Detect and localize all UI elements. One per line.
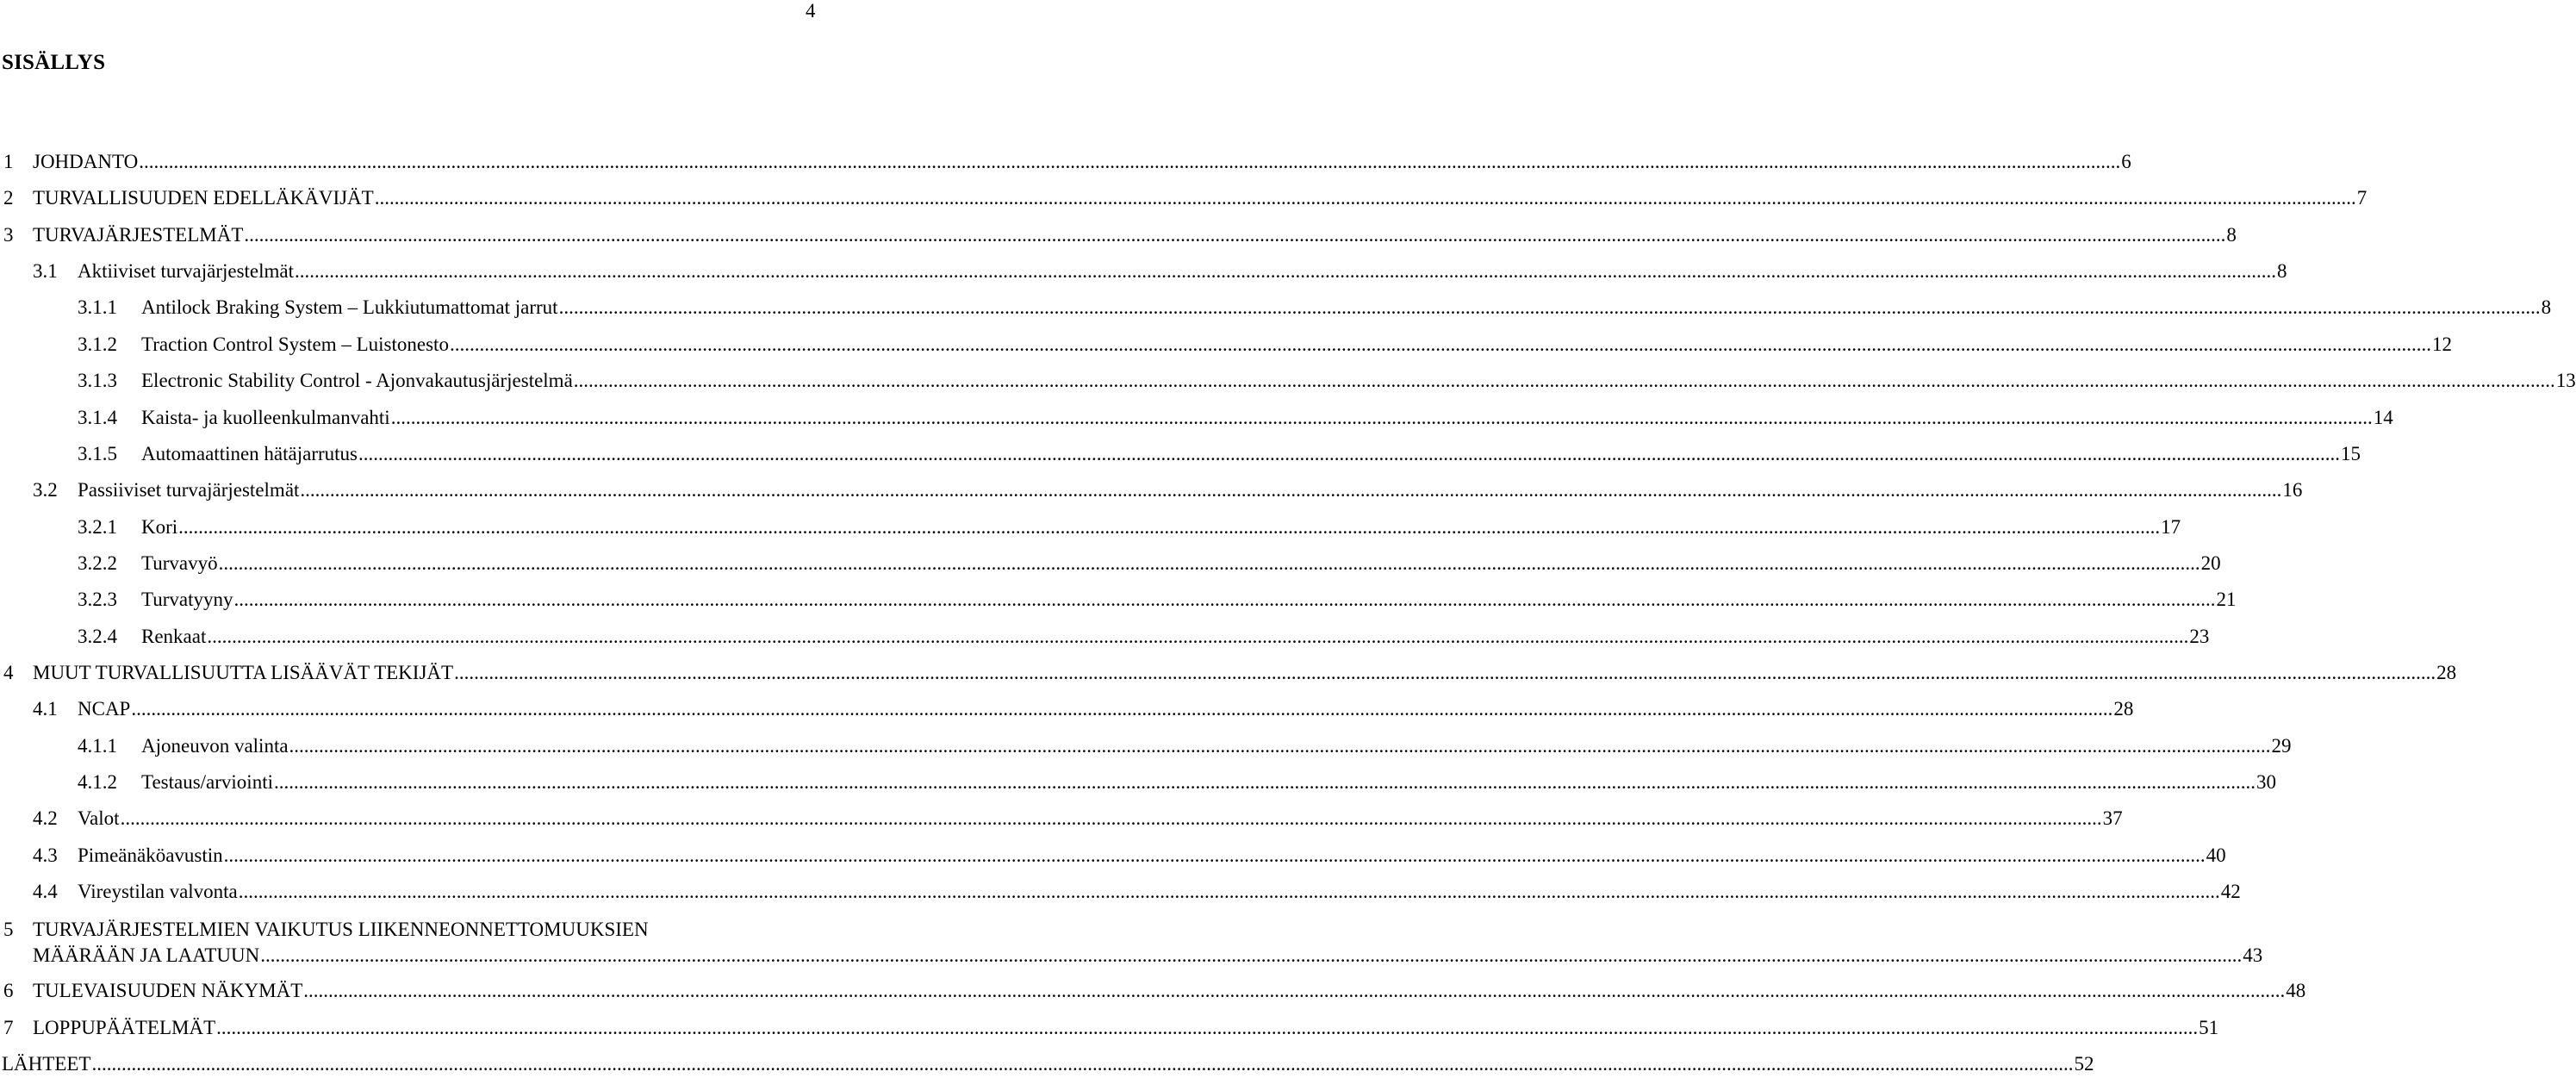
toc-entry-title: Testaus/arviointi (141, 771, 273, 793)
toc-entry-page: 13 (2555, 370, 2576, 391)
toc-entry-title: MÄÄRÄÄN JA LAATUUN (33, 944, 260, 966)
toc-entry[interactable] (0, 550, 2221, 577)
toc-entry-page: 8 (2226, 224, 2237, 246)
toc-entry-page: 6 (2121, 151, 2131, 172)
toc-entry-number: 4.1 (33, 698, 58, 720)
toc-entry-title: MUUT TURVALLISUUTTA LISÄÄVÄT TEKIJÄT (33, 662, 454, 683)
toc-entry-page: 14 (2373, 407, 2393, 428)
toc-leader-dots: ................................................................................................................................................................................................................................................................................................................................................................................................................ (218, 552, 2200, 574)
toc-entry[interactable] (0, 331, 2452, 358)
toc-leader-dots: ................................................................................................................................................................................................................................................................................................................................................................................................................ (289, 735, 2271, 757)
toc-entry[interactable] (0, 732, 2292, 760)
toc-leader-dots: ................................................................................................................................................................................................................................................................................................................................................................................................................ (449, 333, 2431, 355)
toc-entry-title: Kaista- ja kuolleenkulmanvahti (141, 407, 390, 428)
toc-leader-dots: ................................................................................................................................................................................................................................................................................................................................................................................................................ (303, 980, 2286, 1001)
toc-entry[interactable] (0, 184, 2368, 212)
toc-entry-page: 30 (2256, 771, 2276, 793)
toc-entry-page: 37 (2102, 807, 2123, 829)
toc-entry-number: 3.1.3 (78, 370, 117, 391)
toc-entry-page: 52 (2074, 1053, 2094, 1075)
toc-entry-title-line: TURVAJÄRJESTELMIEN VAIKUTUS LIIKENNEONNETTOMUUKSIEN (33, 919, 649, 940)
toc-entry-page: 29 (2271, 735, 2292, 757)
toc-entry-title: JOHDANTO (33, 151, 139, 172)
toc-entry-number: 7 (3, 1017, 14, 1038)
toc-entry-page: 42 (2220, 881, 2241, 902)
toc-entry-title: TURVAJÄRJESTELMÄT (33, 224, 244, 246)
toc-entry-number: 3.2.4 (78, 626, 117, 647)
toc-entry-page: 40 (2206, 844, 2226, 866)
toc-leader-dots: ................................................................................................................................................................................................................................................................................................................................................................................................................ (358, 443, 2341, 464)
toc-entry-number: 4 (3, 662, 14, 683)
toc-entry-number: 3.1.4 (78, 407, 117, 428)
toc-entry-number: 3.1.2 (78, 333, 117, 355)
toc-entry-page: 51 (2199, 1017, 2219, 1038)
toc-entry-number: 4.2 (33, 807, 58, 829)
toc-leader-dots: ................................................................................................................................................................................................................................................................................................................................................................................................................ (295, 260, 2277, 282)
toc-leader-dots: ................................................................................................................................................................................................................................................................................................................................................................................................................ (216, 1017, 2199, 1038)
toc-entry[interactable] (0, 258, 2287, 285)
toc-leader-dots: ................................................................................................................................................................................................................................................................................................................................................................................................................ (260, 944, 2243, 966)
toc-entry-number: 1 (3, 151, 14, 172)
toc-leader-dots: ................................................................................................................................................................................................................................................................................................................................................................................................................ (223, 844, 2206, 866)
toc-leader-dots: ................................................................................................................................................................................................................................................................................................................................................................................................................ (390, 407, 2373, 428)
toc-entry-title: Aktiiviset turvajärjestelmät (78, 260, 295, 282)
toc-entry-title: Valot (78, 807, 120, 829)
toc-entry-page: 21 (2216, 589, 2237, 610)
toc-entry-page: 20 (2200, 552, 2221, 574)
toc-entry-page: 8 (2541, 296, 2552, 318)
toc-entry-number: 3.2.2 (78, 552, 117, 574)
page-number: 4 (806, 0, 816, 22)
toc-entry-number: 5 (3, 919, 14, 940)
toc-entry-title: Traction Control System – Luistonesto (141, 333, 449, 355)
toc-entry-title: Turvavyö (141, 552, 218, 574)
toc-entry-page: 15 (2341, 443, 2361, 464)
toc-entry-title: Electronic Stability Control - Ajonvakautusjärjestelmä (141, 370, 573, 391)
toc-entry-page: 48 (2286, 980, 2306, 1001)
toc-leader-dots: ................................................................................................................................................................................................................................................................................................................................................................................................................ (131, 698, 2113, 720)
toc-leader-dots: ................................................................................................................................................................................................................................................................................................................................................................................................................ (238, 881, 2220, 902)
toc-entry[interactable] (0, 977, 2306, 1005)
toc-entry-number: 4.3 (33, 844, 58, 866)
toc-entry[interactable] (0, 440, 2361, 468)
toc-entry-title: LOPPUPÄÄTELMÄT (33, 1017, 216, 1038)
toc-entry-title: Turvatyyny (141, 589, 233, 610)
toc-entry-title: Renkaat (141, 626, 207, 647)
toc-entry-page: 8 (2277, 260, 2287, 282)
toc-entry[interactable] (0, 586, 2237, 614)
toc-entry-page: 16 (2282, 479, 2303, 501)
toc-leader-dots: ................................................................................................................................................................................................................................................................................................................................................................................................................ (558, 296, 2541, 318)
toc-leader-dots: ................................................................................................................................................................................................................................................................................................................................................................................................................ (207, 626, 2189, 647)
toc-entry-number: 6 (3, 980, 14, 1001)
toc-entry-page: 28 (2113, 698, 2134, 720)
toc-entry-title: Ajoneuvon valinta (141, 735, 289, 757)
toc-leader-dots: ................................................................................................................................................................................................................................................................................................................................................................................................................ (273, 771, 2256, 793)
toc-entry[interactable] (0, 769, 2276, 796)
toc-entry-page: 7 (2356, 187, 2368, 209)
toc-entry-title: LÄHTEET (2, 1053, 91, 1075)
toc-entry[interactable] (0, 623, 2210, 651)
toc-leader-dots: ................................................................................................................................................................................................................................................................................................................................................................................................................ (178, 516, 2161, 538)
toc-entry-title: TULEVAISUUDEN NÄKYMÄT (33, 980, 303, 1001)
toc-entry-title: TURVALLISUUDEN EDELLÄKÄVIJÄT (33, 187, 374, 209)
page-title: SISÄLLYS (2, 51, 106, 74)
toc-entry-title: NCAP (78, 698, 131, 720)
toc-leader-dots: ................................................................................................................................................................................................................................................................................................................................................................................................................ (573, 370, 2555, 391)
toc-leader-dots: ................................................................................................................................................................................................................................................................................................................................................................................................................ (120, 807, 2102, 829)
toc-entry-number: 3.2.1 (78, 516, 117, 538)
toc-entry-page: 28 (2436, 662, 2457, 683)
toc-entry[interactable] (0, 294, 2552, 321)
toc-entry[interactable] (0, 404, 2393, 432)
toc-entry-title: Pimeänäköavustin (78, 844, 223, 866)
toc-entry-number: 3.1 (33, 260, 58, 282)
toc-leader-dots: ................................................................................................................................................................................................................................................................................................................................................................................................................ (244, 224, 2226, 246)
toc-entry-number: 4.1.2 (78, 771, 117, 793)
toc-entry[interactable] (0, 1050, 2094, 1078)
toc-entry-number: 4.4 (33, 881, 58, 902)
toc-entry-page: 17 (2161, 516, 2181, 538)
toc-leader-dots: ................................................................................................................................................................................................................................................................................................................................................................................................................ (454, 662, 2436, 683)
toc-entry-title: Vireystilan valvonta (78, 881, 238, 902)
toc-entry-number: 3 (3, 224, 14, 246)
toc-entry-page: 12 (2431, 333, 2452, 355)
toc-entry[interactable] (0, 805, 2123, 832)
toc-entry[interactable] (0, 1014, 2219, 1042)
toc-entry-number: 3.1.5 (78, 443, 117, 464)
toc-entry[interactable] (0, 514, 2181, 541)
toc-entry[interactable] (0, 695, 2134, 723)
toc-entry-title: Kori (141, 516, 178, 538)
toc-entry[interactable] (0, 916, 2263, 971)
toc-entry[interactable] (0, 221, 2237, 249)
toc-entry-page: 43 (2243, 944, 2263, 966)
toc-entry[interactable] (0, 148, 2131, 176)
toc-entry-number: 3.1.1 (78, 296, 117, 318)
toc-entry-title: Antilock Braking System – Lukkiutumattomat jarrut (141, 296, 558, 318)
toc-entry[interactable] (0, 842, 2226, 869)
toc-entry-number: 2 (3, 187, 14, 209)
toc-entry-title: Automaattinen hätäjarrutus (141, 443, 358, 464)
toc-leader-dots: ................................................................................................................................................................................................................................................................................................................................................................................................................ (139, 151, 2121, 172)
toc-entry-number: 4.1.1 (78, 735, 117, 757)
toc-entry-title: Passiiviset turvajärjestelmät (78, 479, 300, 501)
toc-entry[interactable] (0, 367, 2576, 395)
toc-leader-dots: ................................................................................................................................................................................................................................................................................................................................................................................................................ (300, 479, 2282, 501)
toc-entry-page: 23 (2189, 626, 2210, 647)
toc-entry[interactable] (0, 878, 2241, 906)
toc-leader-dots: ................................................................................................................................................................................................................................................................................................................................................................................................................ (233, 589, 2216, 610)
toc-leader-dots: ................................................................................................................................................................................................................................................................................................................................................................................................................ (91, 1053, 2074, 1075)
toc-entry[interactable] (0, 659, 2457, 687)
toc-entry[interactable] (0, 477, 2303, 504)
toc-entry-number: 3.2 (33, 479, 58, 501)
toc-leader-dots: ................................................................................................................................................................................................................................................................................................................................................................................................................ (374, 187, 2356, 209)
toc-entry-number: 3.2.3 (78, 589, 117, 610)
